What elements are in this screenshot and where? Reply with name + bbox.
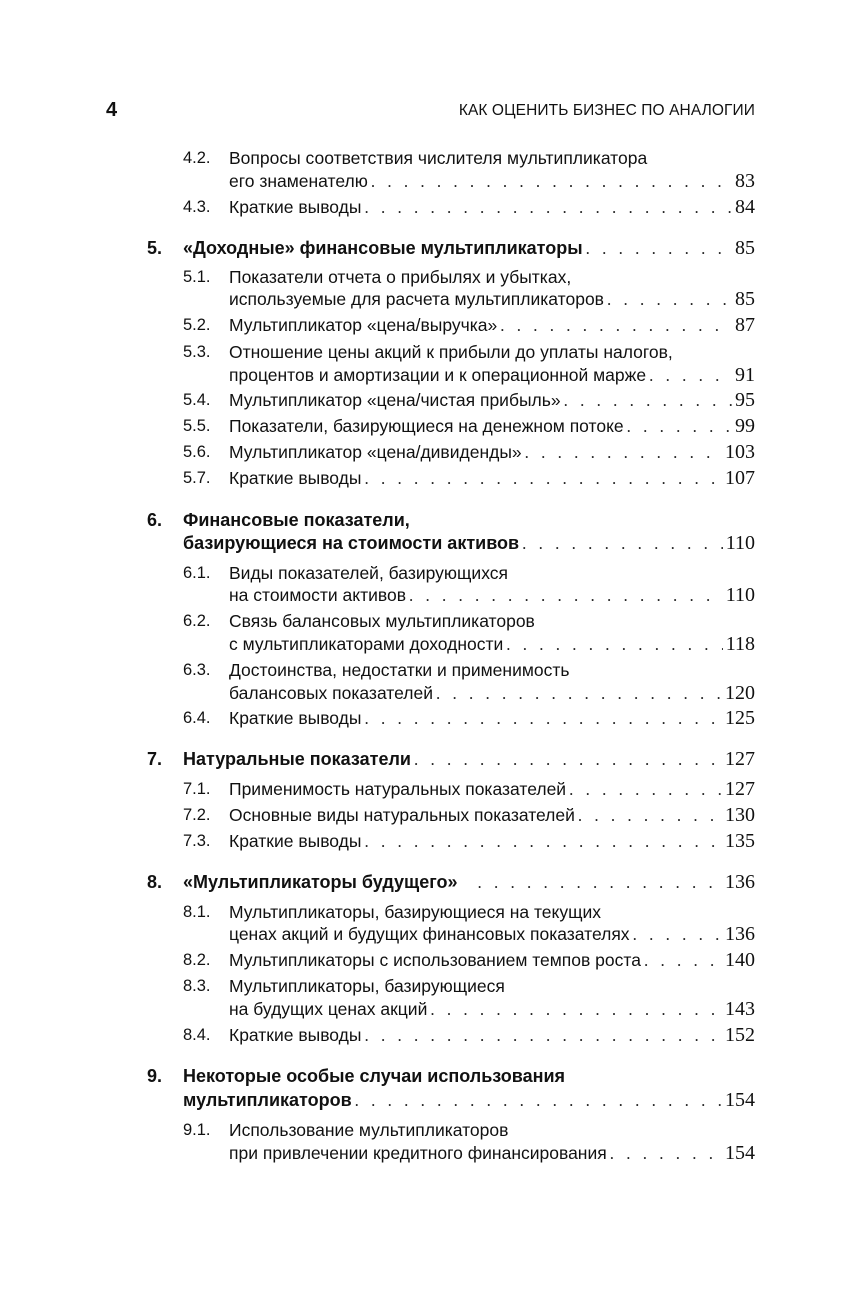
leader-dots bbox=[371, 169, 732, 195]
section-title: Мультипликаторы с использованием темпов роста bbox=[229, 950, 641, 970]
chapter-number: 9. bbox=[147, 1066, 163, 1086]
section-number: 5.6. bbox=[183, 443, 211, 461]
chapter-number: 5. bbox=[147, 238, 163, 258]
toc-entry-7-2[interactable] bbox=[0, 802, 862, 828]
leader-dots bbox=[633, 922, 722, 948]
page-ref: 120 bbox=[725, 682, 755, 704]
running-title: КАК ОЦЕНИТЬ БИЗНЕС ПО АНАЛОГИИ bbox=[458, 102, 755, 119]
leader-dots bbox=[525, 440, 722, 466]
section-title: Краткие выводы bbox=[229, 708, 362, 728]
section-number: 5.2. bbox=[183, 316, 211, 334]
leader-dots bbox=[409, 583, 723, 609]
section-title: Достоинства, недостатки и применимость bbox=[229, 660, 570, 680]
leader-dots bbox=[649, 363, 732, 389]
toc-entry-7-3[interactable] bbox=[0, 828, 862, 854]
section-number: 5.5. bbox=[183, 417, 211, 435]
section-number: 8.2. bbox=[183, 951, 211, 969]
section-number: 7.3. bbox=[183, 832, 211, 850]
leader-dots bbox=[610, 1141, 722, 1167]
toc-entry-8-4[interactable] bbox=[0, 1022, 862, 1048]
leader-dots bbox=[430, 997, 722, 1023]
toc-entry-5-7[interactable] bbox=[0, 465, 862, 491]
page-ref: 143 bbox=[725, 998, 755, 1020]
page-ref: 87 bbox=[735, 314, 755, 336]
toc-entry-5-2[interactable] bbox=[0, 312, 862, 338]
page-ref: 154 bbox=[725, 1089, 755, 1111]
toc-entry-8-2[interactable] bbox=[0, 947, 862, 973]
section-title: Краткие выводы bbox=[229, 197, 362, 217]
page-ref: 110 bbox=[725, 584, 755, 606]
page-ref: 107 bbox=[725, 467, 755, 489]
page-ref: 127 bbox=[725, 778, 755, 800]
page-ref: 125 bbox=[725, 707, 755, 729]
page-ref: 85 bbox=[735, 237, 755, 259]
section-title: Отношение цены акций к прибыли до уплаты налогов, bbox=[229, 342, 673, 362]
leader-dots bbox=[364, 195, 732, 221]
toc-entry-5-1-cont[interactable] bbox=[0, 286, 862, 312]
page-ref: 84 bbox=[735, 196, 755, 218]
leader-dots bbox=[607, 287, 732, 313]
leader-dots bbox=[364, 706, 722, 732]
leader-dots bbox=[500, 313, 732, 339]
page-ref: 136 bbox=[725, 923, 755, 945]
section-number: 8.3. bbox=[183, 977, 211, 995]
section-number: 6.3. bbox=[183, 661, 211, 679]
toc-entry-5-4[interactable] bbox=[0, 387, 862, 413]
chapter-number: 6. bbox=[147, 510, 163, 530]
leader-dots bbox=[522, 531, 723, 557]
section-title-cont: с мультипликаторами доходности bbox=[229, 634, 504, 654]
section-title-cont: балансовых показателей bbox=[229, 683, 433, 703]
toc-entry-8-1-cont[interactable] bbox=[0, 921, 862, 947]
toc-entry-5-3-cont[interactable] bbox=[0, 362, 862, 388]
section-number: 6.4. bbox=[183, 709, 211, 727]
section-title: Использование мультипликаторов bbox=[229, 1120, 509, 1140]
section-title-cont: используемые для расчета мультипликаторов bbox=[229, 289, 604, 309]
section-number: 7.1. bbox=[183, 780, 211, 798]
leader-dots bbox=[364, 829, 722, 855]
chapter-number: 7. bbox=[147, 749, 163, 769]
section-title-cont: на стоимости активов bbox=[229, 585, 407, 605]
page-ref: 103 bbox=[725, 441, 755, 463]
section-title: Краткие выводы bbox=[229, 468, 362, 488]
section-number: 6.1. bbox=[183, 564, 211, 582]
leader-dots bbox=[564, 388, 732, 414]
section-number: 5.3. bbox=[183, 343, 211, 361]
page-ref: 83 bbox=[735, 170, 755, 192]
toc-entry-8-3-cont[interactable] bbox=[0, 996, 862, 1022]
section-title: Краткие выводы bbox=[229, 1025, 362, 1045]
section-number: 5.7. bbox=[183, 469, 211, 487]
page-ref: 130 bbox=[725, 804, 755, 826]
section-title-cont: ценах акций и будущих финансовых показателях bbox=[229, 924, 630, 944]
section-title: Основные виды натуральных показателей bbox=[229, 805, 575, 825]
section-number: 9.1. bbox=[183, 1121, 211, 1139]
leader-dots bbox=[569, 777, 722, 803]
toc-entry-4-3[interactable] bbox=[0, 194, 862, 220]
section-title-cont: на будущих ценах акций bbox=[229, 999, 428, 1019]
page-ref: 95 bbox=[735, 389, 755, 411]
chapter-title-cont: мультипликаторов bbox=[183, 1090, 352, 1110]
page-ref: 135 bbox=[725, 830, 755, 852]
section-title: Виды показателей, базирующихся bbox=[229, 563, 508, 583]
section-title: Показатели, базирующиеся на денежном потоке bbox=[229, 416, 624, 436]
chapter-title: Некоторые особые случаи использования bbox=[183, 1066, 566, 1086]
toc-entry-7-1[interactable] bbox=[0, 776, 862, 802]
section-number: 5.4. bbox=[183, 391, 211, 409]
page-ref: 118 bbox=[725, 633, 755, 655]
toc-chapter-8[interactable] bbox=[0, 869, 862, 895]
section-title: Краткие выводы bbox=[229, 831, 362, 851]
leader-dots bbox=[627, 414, 732, 440]
toc-entry-6-1-cont[interactable] bbox=[0, 582, 862, 608]
toc-chapter-9-cont[interactable] bbox=[0, 1087, 862, 1113]
chapter-title: «Мультипликаторы будущего» bbox=[183, 872, 458, 892]
chapter-title: «Доходные» финансовые мультипликаторы bbox=[183, 238, 583, 258]
page-number: 4 bbox=[106, 99, 118, 121]
section-title: Вопросы соответствия числителя мультипликатора bbox=[229, 148, 648, 168]
chapter-title: Финансовые показатели, bbox=[183, 510, 410, 530]
leader-dots bbox=[364, 466, 722, 492]
page-ref: 91 bbox=[735, 364, 755, 386]
toc-entry-6-3-cont[interactable] bbox=[0, 680, 862, 706]
section-title-cont: процентов и амортизации и к операционной марже bbox=[229, 365, 647, 385]
section-title: Мультипликатор «цена/чистая прибыль» bbox=[229, 390, 561, 410]
page-ref: 99 bbox=[735, 415, 755, 437]
section-title-cont: при привлечении кредитного финансирования bbox=[229, 1143, 607, 1163]
page-ref: 152 bbox=[725, 1024, 755, 1046]
section-number: 4.3. bbox=[183, 198, 211, 216]
section-title: Мультипликаторы, базирующиеся bbox=[229, 976, 505, 996]
toc-entry-5-6[interactable] bbox=[0, 439, 862, 465]
page-ref: 110 bbox=[725, 532, 755, 554]
page-ref: 85 bbox=[735, 288, 755, 310]
page-ref: 127 bbox=[725, 748, 755, 770]
section-title: Мультипликаторы, базирующиеся на текущих bbox=[229, 902, 602, 922]
section-title: Показатели отчета о прибылях и убытках, bbox=[229, 267, 572, 287]
section-number: 6.2. bbox=[183, 612, 211, 630]
page-ref: 154 bbox=[725, 1142, 755, 1164]
section-number: 8.1. bbox=[183, 903, 211, 921]
leader-dots bbox=[586, 236, 732, 262]
toc-chapter-6-cont[interactable] bbox=[0, 530, 862, 556]
section-title: Мультипликатор «цена/выручка» bbox=[229, 315, 498, 335]
toc-entry-5-5[interactable] bbox=[0, 413, 862, 439]
chapter-title-cont: базирующиеся на стоимости активов bbox=[183, 533, 520, 553]
leader-dots bbox=[506, 632, 722, 658]
section-number: 8.4. bbox=[183, 1026, 211, 1044]
leader-dots bbox=[578, 803, 722, 829]
section-number: 5.1. bbox=[183, 268, 211, 286]
toc-entry-6-2-cont[interactable] bbox=[0, 631, 862, 657]
leader-dots bbox=[364, 1023, 722, 1049]
section-number: 7.2. bbox=[183, 806, 211, 824]
toc-chapter-5[interactable] bbox=[0, 235, 862, 261]
chapter-title: Натуральные показатели bbox=[183, 749, 411, 769]
leader-dots bbox=[436, 681, 722, 707]
section-title: Мультипликатор «цена/дивиденды» bbox=[229, 442, 522, 462]
leader-dots bbox=[644, 948, 722, 974]
leader-dots bbox=[355, 1088, 722, 1114]
section-title: Применимость натуральных показателей bbox=[229, 779, 567, 799]
toc-entry-9-1-cont[interactable] bbox=[0, 1140, 862, 1166]
section-number: 4.2. bbox=[183, 149, 211, 167]
leader-dots bbox=[414, 747, 722, 773]
leader-dots bbox=[477, 870, 722, 896]
toc-entry-4-2-cont[interactable] bbox=[0, 168, 862, 194]
chapter-number: 8. bbox=[147, 872, 163, 892]
toc-chapter-7[interactable] bbox=[0, 746, 862, 772]
page-ref: 140 bbox=[725, 949, 755, 971]
section-title-cont: его знаменателю bbox=[229, 171, 368, 191]
toc-entry-6-4[interactable] bbox=[0, 705, 862, 731]
page-ref: 136 bbox=[725, 871, 755, 893]
toc-chapter-9[interactable] bbox=[0, 1063, 862, 1089]
section-title: Связь балансовых мультипликаторов bbox=[229, 611, 535, 631]
